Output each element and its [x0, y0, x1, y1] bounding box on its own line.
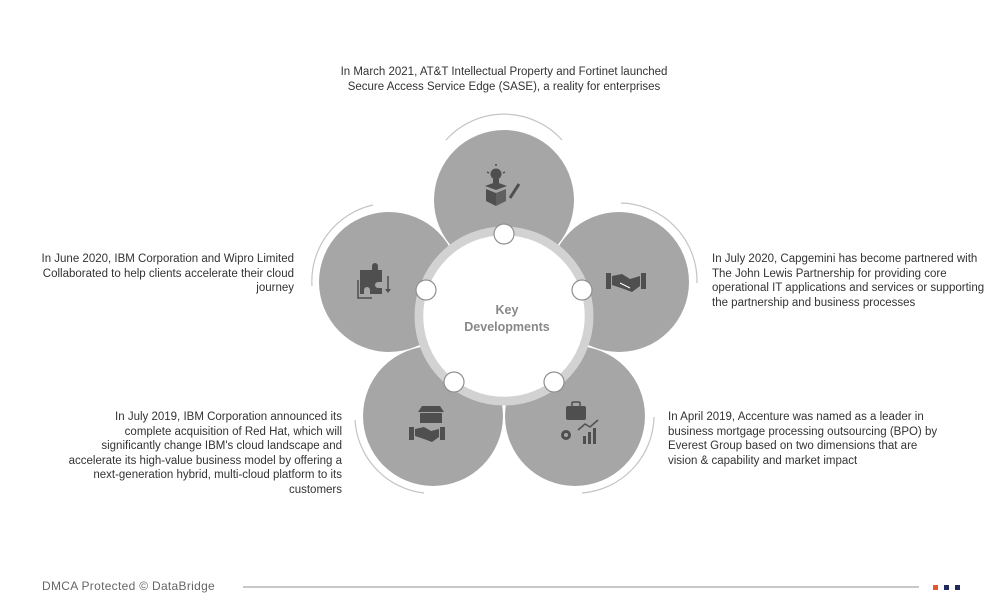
footer-square-orange [933, 585, 938, 590]
ring-node [444, 372, 464, 392]
ring-node [494, 224, 514, 244]
development-text-redhat [52, 410, 342, 498]
text-line: business mortgage processing outsourcing (BPO) by [668, 425, 938, 438]
text-line: customers [288, 483, 342, 496]
development-text-capgemini [712, 252, 1004, 310]
ring-node [416, 280, 436, 300]
text-line: In July 2020, Capgemini has become partnered with [712, 253, 978, 265]
text-line: In April 2019, Accenture was named as a leader in [668, 411, 924, 423]
development-text-accenture [668, 410, 968, 468]
text-line: next-generation hybrid, multi-cloud platform to its [93, 469, 342, 482]
footer-square-navy [944, 585, 949, 590]
ring-node [572, 280, 592, 300]
footer-copyright: DMCA Protected © DataBridge [42, 579, 216, 593]
center-label-line2: Developments [464, 320, 550, 334]
development-text-sase [284, 65, 724, 94]
ring-node [544, 372, 564, 392]
text-line: Everest Group based on two dimensions that are [668, 440, 918, 453]
text-line: In July 2019, IBM Corporation announced its [115, 411, 342, 423]
development-text-wipro [14, 252, 294, 296]
text-line: Collaborated to help clients accelerate their cloud [42, 267, 294, 280]
footer-square-navy [955, 585, 960, 590]
text-line: complete acquisition of Red Hat, which will [124, 425, 342, 438]
text-line: In June 2020, IBM Corporation and Wipro Limited [41, 253, 294, 265]
center-label-line1: Key [495, 303, 519, 317]
text-line: Secure Access Service Edge (SASE), a reality for enterprises [347, 80, 661, 93]
text-line: vision & capability and market impact [668, 454, 858, 467]
footer-divider [243, 586, 919, 588]
text-line: accelerate its high-value business model by offering a [68, 454, 342, 467]
text-line: significantly change IBM's cloud landscape and [101, 440, 342, 453]
text-line: the partnership and business processes [712, 296, 916, 309]
text-line: journey [256, 282, 294, 295]
text-line: In March 2021, AT&T Intellectual Property and Fortinet launched [340, 66, 668, 78]
text-line: operational IT applications and services or supporting [712, 282, 985, 295]
text-line: The John Lewis Partnership for providing core [712, 267, 947, 280]
